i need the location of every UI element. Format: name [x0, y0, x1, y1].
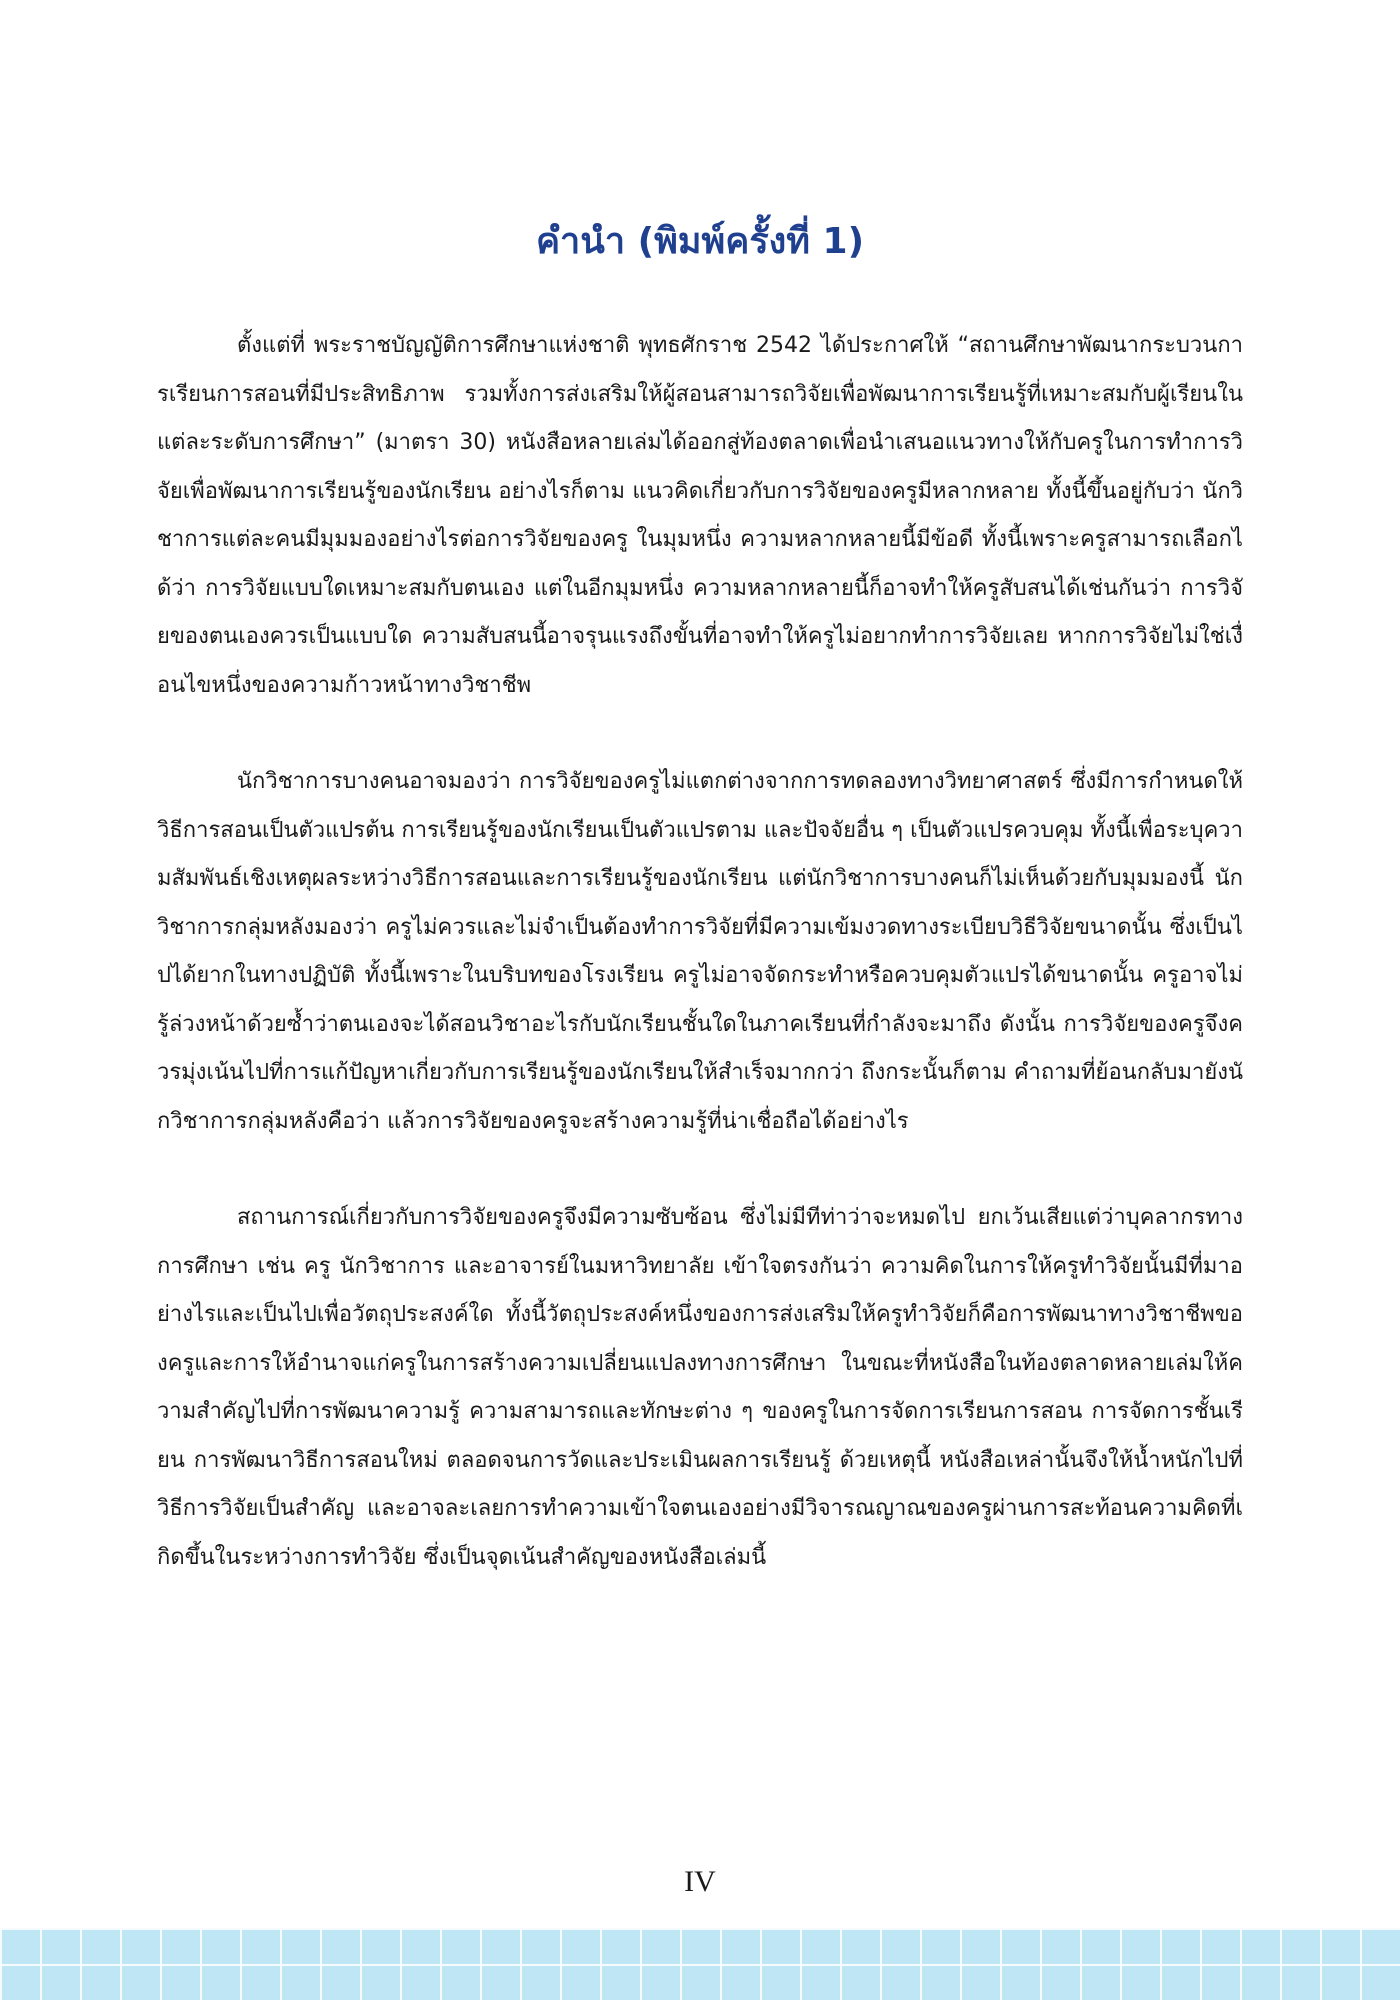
paragraph-1: ตั้งแต่ที่ พระราชบัญญัติการศึกษาแห่งชาติ พุทธศักราช 2542 ได้ประกาศให้ “สถานศึกษาพัฒนากระบวนการเรียนการสอนที่มีประสิทธิภาพ รวมทั้งการส่งเสริมให้ผู้สอนสามารถวิจัยเพื่อพัฒนาการเรียนรู้ที่เหมาะสมกับผู้เรียนในแต่ละระดับการศึกษา” (มาตรา 30) หนังสือหลายเล่มได้ออกสู่ท้องตลาดเพื่อนำเสนอแนวทางให้กับครูในการทำการวิจัยเพื่อพัฒนาการเรียนรู้ของนักเรียน อย่างไรก็ตาม แนวคิดเกี่ยวกับการวิจัยของครูมีหลากหลาย ทั้งนี้ขึ้นอยู่กับว่า นักวิชาการแต่ละคนมีมุมมองอย่างไรต่อการวิจัยของครู ในมุมหนึ่ง ความหลากหลายนี้มีข้อดี ทั้งนี้เพราะครูสามารถเลือกได้ว่า การวิจัยแบบใดเหมาะสมกับตนเอง แต่ในอีกมุมหนึ่ง ความหลากหลายนี้ก็อาจทำให้ครูสับสนได้เช่นกันว่า การวิจัยของตนเองควรเป็นแบบใด ความสับสนนี้อาจรุนแรงถึงขั้นที่อาจทำให้ครูไม่อยากทำการวิจัยเลย หากการวิจัยไม่ใช่เงื่อนไขหนึ่งของความก้าวหน้าทางวิชาชีพ	[157, 333, 1243, 698]
paragraph-3: สถานการณ์เกี่ยวกับการวิจัยของครูจึงมีความซับซ้อน ซึ่งไม่มีทีท่าว่าจะหมดไป ยกเว้นเสียแต่ว่าบุคลากรทางการศึกษา เช่น ครู นักวิชาการ และอาจารย์ในมหาวิทยาลัย เข้าใจตรงกันว่า ความคิดในการให้ครูทำวิจัยนั้นมีที่มาอย่างไรและเป็นไปเพื่อวัตถุประสงค์ใด ทั้งนี้วัตถุประสงค์หนึ่งของการส่งเสริมให้ครูทำวิจัยก็คือการพัฒนาทางวิชาชีพของครูและการให้อำนาจแก่ครูในการสร้างความเปลี่ยนแปลงทางการศึกษา ในขณะที่หนังสือในท้องตลาดหลายเล่มให้ความสำคัญไปที่การพัฒนาความรู้ ความสามารถและทักษะต่าง ๆ ของครูในการจัดการเรียนการสอน การจัดการชั้นเรียน การพัฒนาวิธีการสอนใหม่ ตลอดจนการวัดและประเมินผลการเรียนรู้ ด้วยเหตุนี้ หนังสือเหล่านั้นจึงให้น้ำหนักไปที่วิธีการวิจัยเป็นสำคัญ และอาจละเลยการทำความเข้าใจตนเองอย่างมีวิจารณญาณของครูผ่านการสะท้อนความคิดที่เกิดขึ้นในระหว่างการทำวิจัย ซึ่งเป็นจุดเน้นสำคัญของหนังสือเล่มนี้	[157, 1205, 1243, 1570]
page-number: IV	[684, 1865, 716, 1898]
footer-grid-band	[0, 1928, 1400, 2000]
preface-body	[157, 322, 1243, 1630]
page-title: คำนำ (พิมพ์ครั้งที่ 1)	[535, 221, 865, 262]
paragraph-2: นักวิชาการบางคนอาจมองว่า การวิจัยของครูไม่แตกต่างจากการทดลองทางวิทยาศาสตร์ ซึ่งมีการกำหนดให้วิธีการสอนเป็นตัวแปรต้น การเรียนรู้ของนักเรียนเป็นตัวแปรตาม และปัจจัยอื่น ๆ เป็นตัวแปรควบคุม ทั้งนี้เพื่อระบุความสัมพันธ์เชิงเหตุผลระหว่างวิธีการสอนและการเรียนรู้ของนักเรียน แต่นักวิชาการบางคนก็ไม่เห็นด้วยกับมุมมองนี้ นักวิชาการกลุ่มหลังมองว่า ครูไม่ควรและไม่จำเป็นต้องทำการวิจัยที่มีความเข้มงวดทางระเบียบวิธีวิจัยขนาดนั้น ซึ่งเป็นไปได้ยากในทางปฏิบัติ ทั้งนี้เพราะในบริบทของโรงเรียน ครูไม่อาจจัดกระทำหรือควบคุมตัวแปรได้ขนาดนั้น ครูอาจไม่รู้ล่วงหน้าด้วยซ้ำว่าตนเองจะได้สอนวิชาอะไรกับนักเรียนชั้นใดในภาคเรียนที่กำลังจะมาถึง ดังนั้น การวิจัยของครูจึงควรมุ่งเน้นไปที่การแก้ปัญหาเกี่ยวกับการเรียนรู้ของนักเรียนให้สำเร็จมากกว่า ถึงกระนั้นก็ตาม คำถามที่ย้อนกลับมายังนักวิชาการกลุ่มหลังคือว่า แล้วการวิจัยของครูจะสร้างความรู้ที่น่าเชื่อถือได้อย่างไร	[157, 769, 1243, 1134]
